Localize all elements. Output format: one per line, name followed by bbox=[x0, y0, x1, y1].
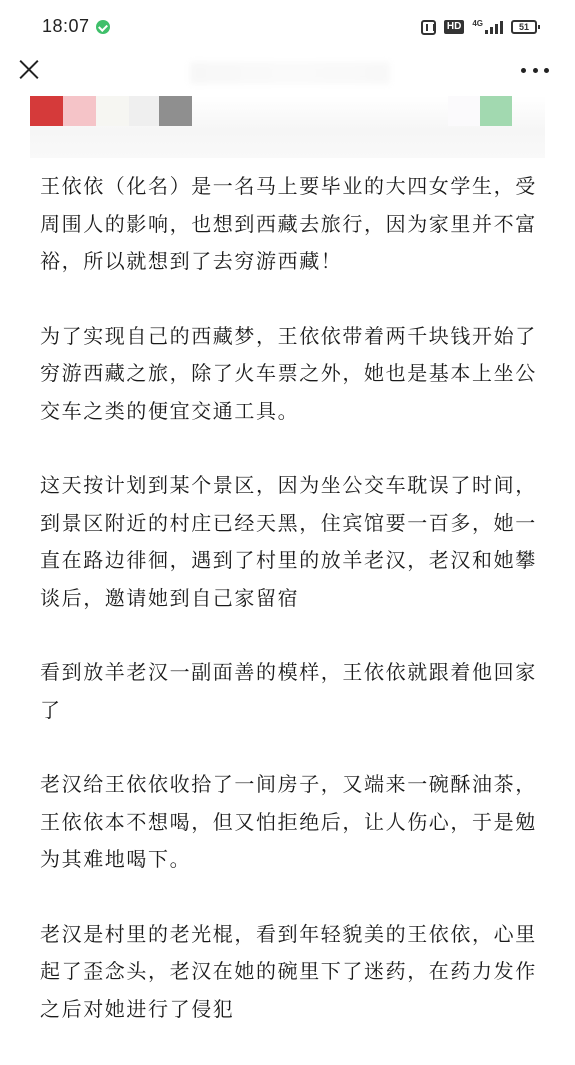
hd-icon: HD bbox=[444, 20, 464, 34]
blurred-block bbox=[63, 96, 96, 126]
close-icon[interactable] bbox=[18, 58, 40, 80]
blurred-block bbox=[480, 96, 512, 126]
blurred-block bbox=[96, 96, 129, 126]
network-type-label: 4G bbox=[472, 19, 483, 28]
article-paragraph: 这天按计划到某个景区，因为坐公交车耽误了时间，到景区附近的村庄已经天黑，住宾馆要一百多，她一直在路边徘徊，遇到了村里的放羊老汉，老汉和她攀谈后，邀请她到自己家留宿 bbox=[40, 473, 537, 610]
blurred-block bbox=[129, 96, 159, 126]
status-icons bbox=[421, 17, 537, 37]
security-shield-icon bbox=[96, 20, 110, 34]
blurred-block bbox=[159, 96, 192, 126]
blurred-block bbox=[448, 96, 480, 126]
status-bar bbox=[0, 0, 575, 54]
blurred-title bbox=[190, 62, 390, 84]
nfc-icon bbox=[421, 20, 436, 35]
more-horizontal-icon[interactable] bbox=[521, 66, 549, 74]
article-paragraph: 王依依（化名）是一名马上要毕业的大四女学生，受周围人的影响，也想到西藏去旅行，因为家里并不富裕，所以就想到了去穷游西藏！ bbox=[40, 174, 537, 273]
article-body bbox=[40, 168, 540, 1065]
article-paragraph: 老汉给王依依收拾了一间房子，又端来一碗酥油茶，王依依本不想喝，但又怕拒绝后，让人伤心，于是勉为其难地喝下。 bbox=[40, 772, 537, 871]
battery-icon: 51 bbox=[511, 20, 537, 34]
signal-icon bbox=[472, 20, 503, 34]
status-time: 18:07 bbox=[42, 16, 90, 36]
article-paragraph: 老汉是村里的老光棍，看到年轻貌美的王依依，心里起了歪念头，老汉在她的碗里下了迷药，在药力发作之后对她进行了侵犯 bbox=[40, 921, 537, 1021]
nav-bar bbox=[0, 54, 575, 94]
blurred-block bbox=[30, 96, 63, 126]
blurred-header bbox=[30, 96, 545, 158]
article-paragraph: 为了实现自己的西藏梦，王依依带着两千块钱开始了穷游西藏之旅，除了火车票之外，她也是基本上坐公交车之类的便宜交通工具。 bbox=[40, 323, 537, 423]
article-paragraph: 看到放羊老汉一副面善的模样，王依依就跟着他回家了 bbox=[40, 660, 537, 722]
